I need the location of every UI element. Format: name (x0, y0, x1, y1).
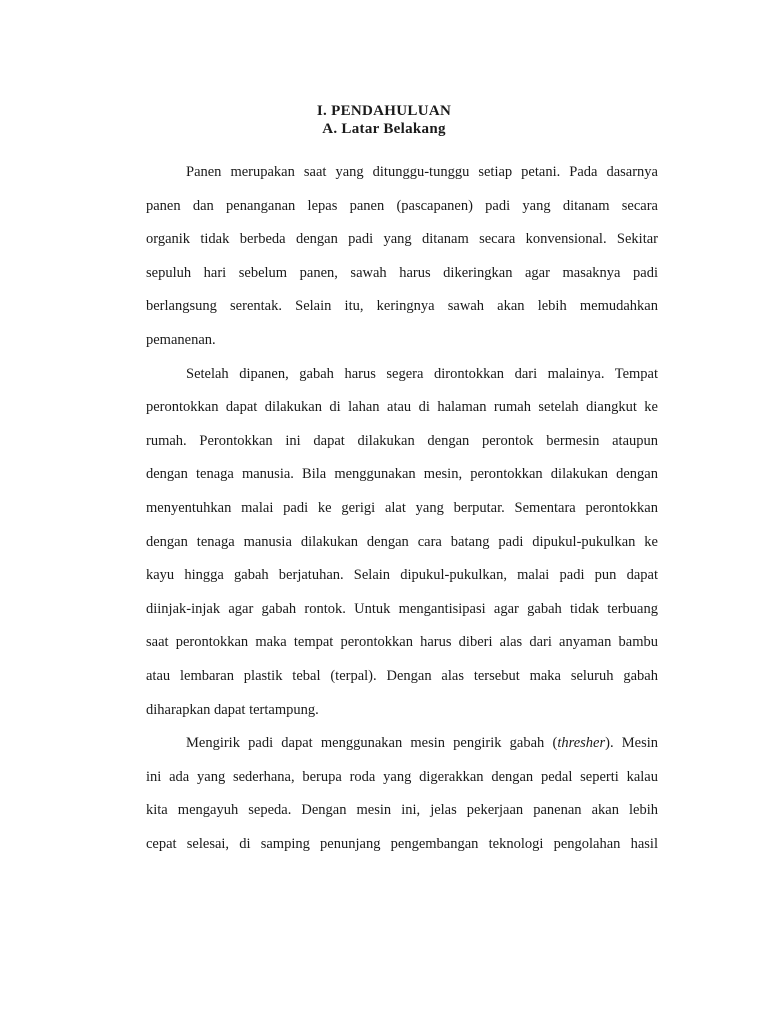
text-line: menyentuhkan malai padi ke gerigi alat yang berputar. Sementara perontokkan (146, 499, 658, 516)
text-line (146, 727, 658, 761)
paragraph-2 (146, 358, 658, 728)
text-line: diinjak-injak agar gabah rontok. Untuk mengantisipasi agar gabah tidak terbuang (146, 600, 658, 617)
text-line: cepat selesai, di samping penunjang pengembangan teknologi pengolahan hasil (146, 835, 658, 852)
paragraph-3 (146, 727, 658, 861)
text-line: Panen merupakan saat yang ditunggu-tunggu setiap petani. Pada dasarnya (186, 164, 658, 180)
paragraph-1 (146, 156, 658, 358)
text-line: perontokkan dapat dilakukan di lahan atau di halaman rumah setelah diangkut ke (146, 399, 658, 416)
text-line: organik tidak berbeda dengan padi yang ditanam secara konvensional. Sekitar (146, 231, 658, 248)
text-line: berlangsung serentak. Selain itu, keringnya sawah akan lebih memudahkan (146, 298, 658, 315)
text-line: dengan tenaga manusia. Bila menggunakan mesin, perontokkan dilakukan dengan (146, 466, 658, 483)
italic-term: thresher (557, 735, 606, 752)
section-title: A. Latar Belakang (322, 121, 446, 137)
text-line: dengan tenaga manusia dilakukan dengan cara batang padi dipukul-pukulkan ke (146, 533, 658, 550)
chapter-title: I. PENDAHULUAN (316, 103, 452, 119)
text-line: kita mengayuh sepeda. Dengan mesin ini, jelas pekerjaan panenan akan lebih (146, 802, 658, 819)
text-line: panen dan penanganan lepas panen (pascapanen) padi yang ditanam secara (146, 197, 658, 214)
text-line: ini ada yang sederhana, berupa roda yang digerakkan dengan pedal seperti kalau (146, 768, 658, 785)
text-line: kayu hingga gabah berjatuhan. Selain dipukul-pukulkan, malai padi pun dapat (146, 567, 658, 584)
text-line: sepuluh hari sebelum panen, sawah harus dikeringkan agar masaknya padi (146, 264, 658, 281)
text-segment: Mengirik padi dapat menggunakan mesin pengirik gabah ( (186, 735, 558, 752)
text-line: saat perontokkan maka tempat perontokkan harus diberi alas dari anyaman bambu (146, 634, 658, 651)
document-body (146, 156, 658, 861)
text-segment: ). Mesin (605, 735, 658, 752)
text-line: diharapkan dapat tertampung. (146, 701, 319, 718)
text-line: atau lembaran plastik tebal (terpal). Dengan alas tersebut maka seluruh gabah (146, 667, 658, 684)
text-line: Setelah dipanen, gabah harus segera dirontokkan dari malainya. Tempat (186, 365, 658, 382)
text-line: rumah. Perontokkan ini dapat dilakukan dengan perontok bermesin ataupun (146, 432, 658, 449)
text-line: pemanenan. (146, 331, 216, 348)
